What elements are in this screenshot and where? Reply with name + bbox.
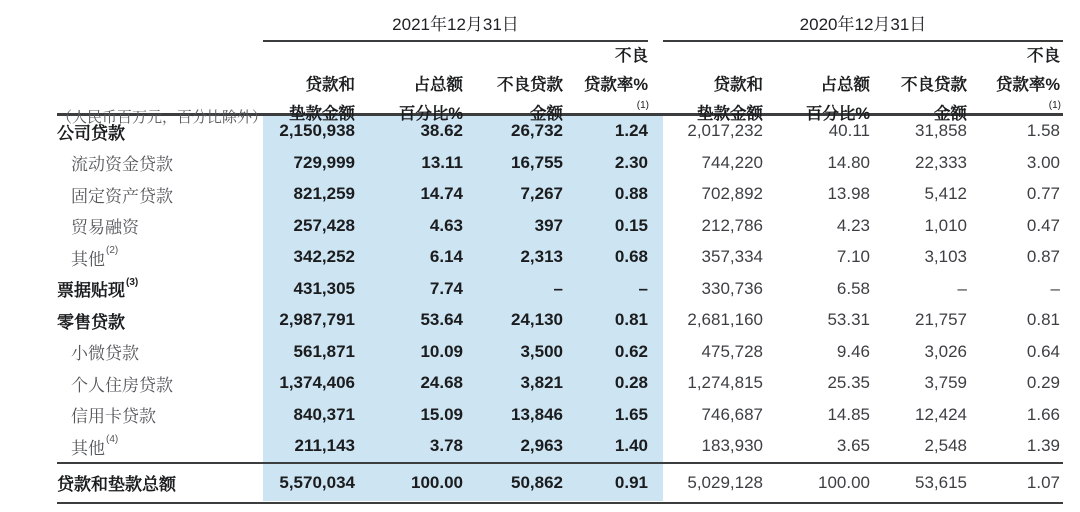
value-cell: 100.00 [411, 472, 463, 492]
value-cell: 702,892 [701, 184, 763, 204]
loan-quality-table [57, 8, 1063, 504]
value-cell: 0.88 [614, 184, 648, 204]
value-cell: 7.74 [429, 278, 463, 298]
value-cell: 2,017,232 [687, 121, 763, 141]
value-cell: 0.81 [1026, 310, 1060, 330]
group-title-2021 [263, 8, 663, 42]
value-cell: 3,759 [924, 373, 967, 393]
value-cell: 212,786 [701, 215, 763, 235]
value-cell: 4.63 [429, 215, 463, 235]
value-cell: 397 [534, 215, 563, 235]
col-header-npl-amount-2020: 不良贷款 金额 [901, 76, 967, 123]
value-cell: 38.62 [420, 121, 463, 141]
value-cell: 25.35 [827, 373, 870, 393]
footnote-marker-1: (1) [636, 99, 649, 111]
value-cell: – [638, 278, 648, 298]
value-cell: 13,846 [511, 404, 563, 424]
value-cell: 53.64 [420, 310, 463, 330]
value-cell: 21,757 [915, 310, 967, 330]
value-cell: 5,570,034 [279, 472, 355, 492]
col-header-loan-amount-2021: 贷款和 垫款金额 [289, 76, 355, 123]
value-cell: 5,029,128 [687, 472, 763, 492]
value-cell: 0.28 [614, 373, 648, 393]
row-label: 公司贷款 [57, 123, 125, 143]
value-cell: 22,333 [915, 152, 967, 172]
value-cell: 0.64 [1026, 341, 1060, 361]
col-header-loan-amount-2020: 贷款和 垫款金额 [697, 76, 763, 123]
value-cell: 1.58 [1026, 121, 1060, 141]
col-header-npl-ratio-2021: 不良 贷款率% $^{(1)}$ [583, 47, 649, 111]
value-cell: 24,130 [511, 310, 563, 330]
footnote-marker-1: (1) [1048, 99, 1061, 111]
value-cell: 14.80 [827, 152, 870, 172]
value-cell: 12,424 [915, 404, 967, 424]
value-cell: 3,821 [520, 373, 563, 393]
value-cell: 1,374,406 [279, 373, 355, 393]
value-cell: 7,267 [520, 184, 563, 204]
row-label: 其他 $^{(4)}$ [71, 434, 119, 458]
unit-note: （人民币百万元，百分比除外） [57, 109, 268, 126]
group-underline-2021 [263, 40, 648, 42]
value-cell: 2,681,160 [687, 310, 763, 330]
value-cell: 100.00 [818, 472, 870, 492]
value-cell: 1.40 [614, 436, 648, 456]
value-cell: 10.09 [420, 341, 463, 361]
value-cell: 257,428 [293, 215, 355, 235]
col-header-pct-total-2021: 占总额 百分比% [398, 76, 463, 123]
value-cell: 2.30 [614, 152, 648, 172]
value-cell: 1.07 [1026, 472, 1060, 492]
value-cell: – [1050, 278, 1060, 298]
value-cell: 3,103 [924, 247, 967, 267]
value-cell: 3.65 [836, 436, 870, 456]
value-cell: 0.77 [1026, 184, 1060, 204]
table-total-row [57, 464, 1063, 502]
value-cell: 1.65 [614, 404, 648, 424]
value-cell: 821,259 [293, 184, 355, 204]
value-cell: 14.85 [827, 404, 870, 424]
row-label: 小微贷款 [71, 344, 139, 364]
value-cell: 1,274,815 [687, 373, 763, 393]
value-cell: 0.29 [1026, 373, 1060, 393]
value-cell: 13.11 [421, 152, 463, 172]
value-cell: 53,615 [915, 472, 967, 492]
value-cell: 0.62 [614, 341, 648, 361]
value-cell: 211,143 [294, 436, 355, 456]
value-cell: 31,858 [915, 121, 967, 141]
table-body [57, 116, 1063, 463]
value-cell: 746,687 [701, 404, 763, 424]
value-cell: 2,548 [924, 436, 967, 456]
row-label: 其他 $^{(2)}$ [71, 245, 119, 269]
value-cell: 0.87 [1026, 247, 1060, 267]
col-header-pct-total-2020: 占总额 百分比% [805, 76, 870, 123]
value-cell: 0.91 [614, 472, 648, 492]
value-cell: 342,252 [293, 247, 355, 267]
value-cell: 0.47 [1026, 215, 1060, 235]
group-header-spacer [57, 8, 263, 42]
row-label: 贸易融资 [71, 218, 139, 238]
value-cell: 14.74 [420, 184, 463, 204]
value-cell: 1.66 [1026, 404, 1060, 424]
value-cell: 475,728 [701, 341, 763, 361]
value-cell: 6.58 [836, 278, 870, 298]
group-underline-2020 [663, 40, 1063, 42]
value-cell: 2,963 [520, 436, 563, 456]
value-cell: 6.14 [429, 247, 463, 267]
value-cell: 13.98 [827, 184, 870, 204]
value-cell: 5,412 [924, 184, 967, 204]
bottom-rule [57, 502, 1063, 505]
row-label: 贷款和垫款总额 [57, 475, 176, 495]
value-cell: 4.23 [836, 215, 870, 235]
col-header-npl-amount-2021: 不良贷款 金额 [497, 76, 563, 123]
group-title-2021-label: 2021年12月31日 [392, 15, 519, 34]
value-cell: 15.09 [420, 404, 463, 424]
value-cell: 50,862 [511, 472, 563, 492]
value-cell: – [957, 278, 967, 298]
value-cell: 744,220 [701, 152, 763, 172]
col-header-npl-ratio-2020: 不良 贷款率% $^{(1)}$ [995, 47, 1061, 111]
row-label: 信用卡贷款 [71, 407, 156, 427]
value-cell: 1.24 [614, 121, 648, 141]
value-cell: 0.68 [614, 247, 648, 267]
value-cell: 729,999 [293, 152, 355, 172]
value-cell: 7.10 [836, 247, 870, 267]
value-cell: 3,500 [520, 341, 563, 361]
value-cell: 26,732 [511, 121, 563, 141]
value-cell: 40.11 [828, 121, 870, 141]
value-cell: 9.46 [836, 341, 870, 361]
value-cell: 24.68 [420, 373, 463, 393]
group-title-2020-label: 2020年12月31日 [799, 15, 927, 34]
table-column-headers [57, 42, 1063, 126]
table-group-header [57, 8, 1063, 42]
value-cell: 3,026 [924, 341, 967, 361]
value-cell: 0.81 [614, 310, 648, 330]
value-cell: 16,755 [511, 152, 563, 172]
value-cell: 2,313 [520, 247, 563, 267]
value-cell: 840,371 [293, 404, 355, 424]
value-cell: 1,010 [924, 215, 967, 235]
row-label: 个人住房贷款 [71, 375, 173, 395]
row-label: 流动资金贷款 [71, 155, 173, 175]
value-cell: 1.39 [1026, 436, 1060, 456]
value-cell: 3.00 [1026, 152, 1060, 172]
value-cell: 561,871 [293, 341, 355, 361]
value-cell: 2,150,938 [279, 121, 355, 141]
value-cell: 3.78 [429, 436, 463, 456]
group-title-2020 [663, 8, 1063, 42]
row-label: 固定资产贷款 [71, 186, 173, 206]
value-cell: 357,334 [701, 247, 763, 267]
value-cell: 2,987,791 [279, 310, 355, 330]
value-cell: 183,930 [701, 436, 763, 456]
row-label: 票据贴现 $^{(3)}$ [57, 276, 139, 301]
value-cell: 431,305 [293, 278, 355, 298]
value-cell: 330,736 [701, 278, 763, 298]
value-cell: 0.15 [614, 215, 648, 235]
value-cell: 53.31 [827, 310, 870, 330]
row-label: 零售贷款 [57, 312, 125, 332]
value-cell: – [553, 278, 563, 298]
